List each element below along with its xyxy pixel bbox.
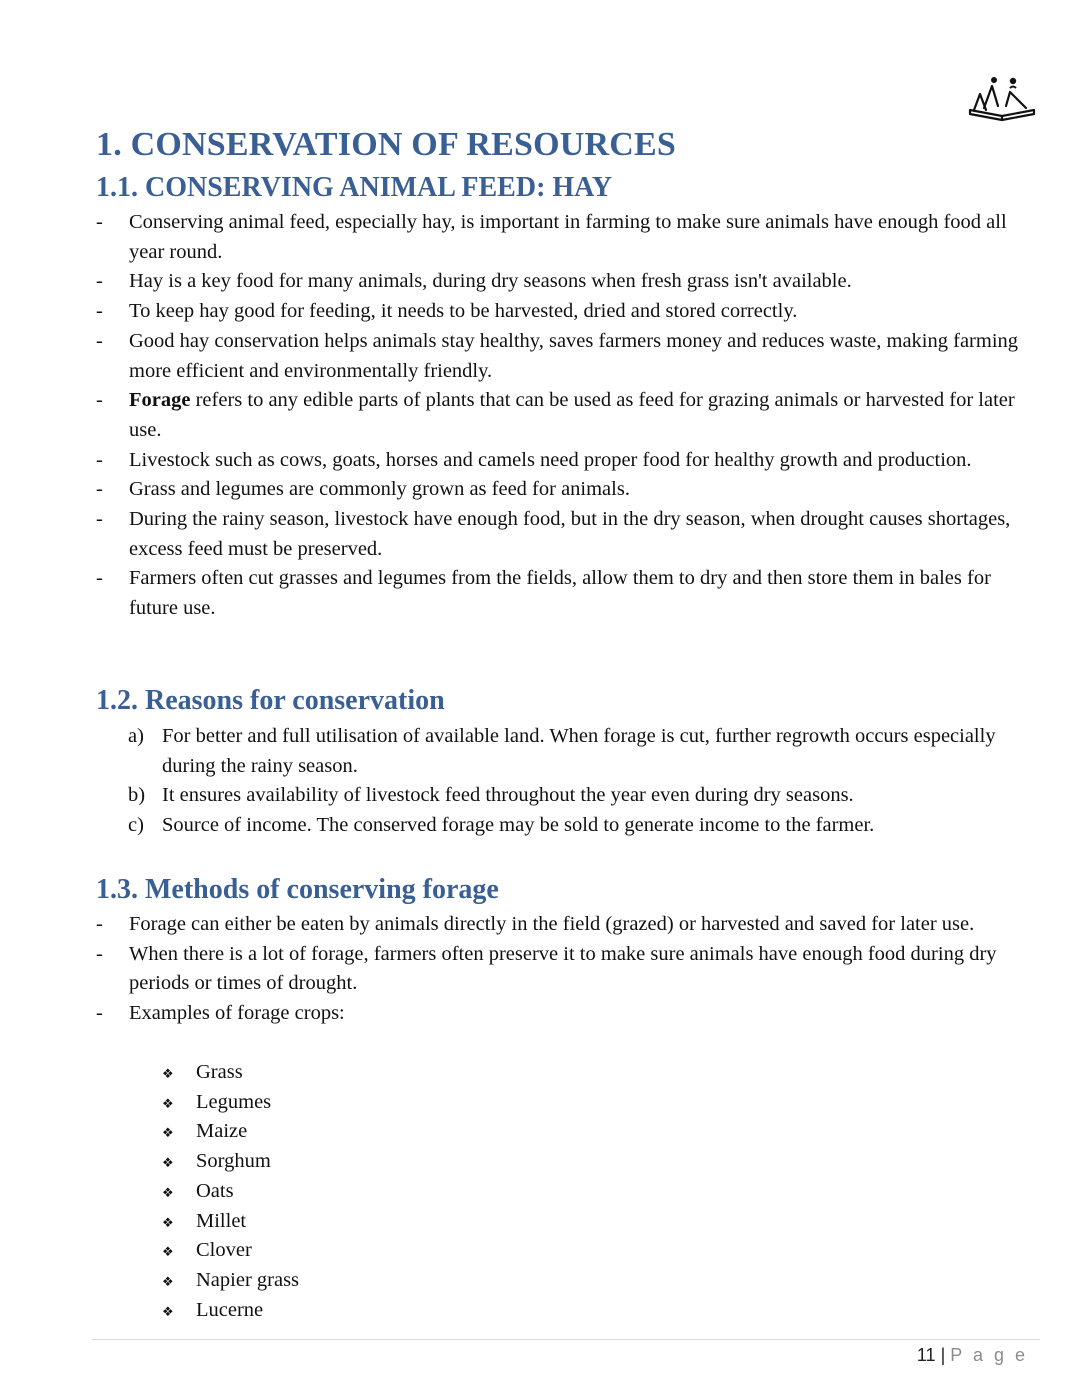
list-item: ❖ Napier grass bbox=[160, 1266, 760, 1296]
footer-separator: | bbox=[940, 1345, 946, 1365]
list-item: - To keep hay good for feeding, it needs to be harvested, dried and stored correctly. bbox=[96, 300, 798, 323]
section-heading-1-3: 1.3. Methods of conserving forage bbox=[96, 874, 499, 905]
list-item: c) Source of income. The conserved forage may be sold to generate income to the farmer. bbox=[128, 814, 875, 837]
section-1-3-bullet-list bbox=[96, 910, 1036, 1029]
list-item: - During the rainy season, livestock have enough food, but in the dry season, when drought causes shortages, excess feed must be preserved. bbox=[96, 508, 1011, 560]
list-item: - Good hay conservation helps animals stay healthy, saves farmers money and reduces waste, making farming more efficient and environmentally friendly. bbox=[96, 329, 1019, 382]
list-item: ❖ Clover bbox=[160, 1236, 760, 1266]
diamond-bullet-icon: ❖ bbox=[162, 1184, 174, 1200]
section-1-2-lettered-list bbox=[128, 722, 1028, 841]
list-item: - Examples of forage crops: bbox=[96, 1002, 345, 1025]
diamond-bullet-icon: ❖ bbox=[162, 1244, 174, 1260]
list-item: ❖ Sorghum bbox=[160, 1147, 760, 1177]
list-item: - Grass and legumes are commonly grown as feed for animals. bbox=[96, 478, 630, 501]
list-item: ❖ Maize bbox=[160, 1117, 760, 1147]
diamond-bullet-icon: ❖ bbox=[162, 1273, 174, 1289]
page-number: 11 bbox=[916, 1345, 936, 1365]
list-item: - Hay is a key food for many animals, during dry seasons when fresh grass isn't available. bbox=[96, 270, 852, 293]
list-item: - Forage can either be eaten by animals directly in the field (grazed) or harvested and saved for later use. bbox=[96, 913, 975, 935]
list-item: - Livestock such as cows, goats, horses and camels need proper food for healthy growth and production. bbox=[96, 448, 972, 471]
list-item: - Conserving animal feed, especially hay, is important in farming to make sure animals have enough food all year round. bbox=[96, 211, 1007, 263]
section-heading-1-1: 1.1. CONSERVING ANIMAL FEED: HAY bbox=[96, 172, 613, 203]
list-item: b) It ensures availability of livestock feed throughout the year even during dry seasons. bbox=[128, 784, 854, 807]
list-item: ❖ Millet bbox=[160, 1207, 760, 1237]
list-item: a) For better and full utilisation of available land. When forage is cut, further regrowth occurs especially during the rainy season. bbox=[128, 725, 996, 777]
page-label: P a g e bbox=[950, 1345, 1028, 1365]
diamond-bullet-icon: ❖ bbox=[162, 1303, 174, 1319]
page-title: 1. CONSERVATION OF RESOURCES bbox=[96, 126, 676, 163]
section-heading-1-2: 1.2. Reasons for conservation bbox=[96, 685, 445, 716]
forage-crops-list bbox=[160, 1058, 760, 1325]
diamond-bullet-icon: ❖ bbox=[162, 1066, 174, 1081]
footer-divider bbox=[92, 1339, 1040, 1340]
forage-term: Forage bbox=[129, 389, 191, 412]
diamond-bullet-icon: ❖ bbox=[162, 1155, 174, 1171]
list-item-forage-definition: - Forage refers to any edible parts of plants that can be used as feed for grazing animals or harvested for later use. bbox=[96, 389, 1015, 441]
list-item: ❖ Lucerne bbox=[160, 1296, 760, 1326]
list-item: - When there is a lot of forage, farmers often preserve it to make sure animals have enough food during dry periods or times of drought. bbox=[96, 942, 997, 995]
page-footer bbox=[917, 1345, 1028, 1366]
diamond-bullet-icon: ❖ bbox=[162, 1214, 174, 1230]
open-book-readers-logo-icon bbox=[966, 72, 1038, 124]
list-item: - Farmers often cut grasses and legumes from the fields, allow them to dry and then store them in bales for future use. bbox=[96, 567, 991, 620]
list-item: ❖ Grass bbox=[160, 1058, 760, 1088]
diamond-bullet-icon: ❖ bbox=[162, 1125, 174, 1141]
list-item: ❖ Oats bbox=[160, 1177, 760, 1207]
list-item: ❖ Legumes bbox=[160, 1088, 760, 1118]
diamond-bullet-icon: ❖ bbox=[162, 1095, 174, 1111]
section-1-1-bullet-list bbox=[96, 208, 1036, 624]
